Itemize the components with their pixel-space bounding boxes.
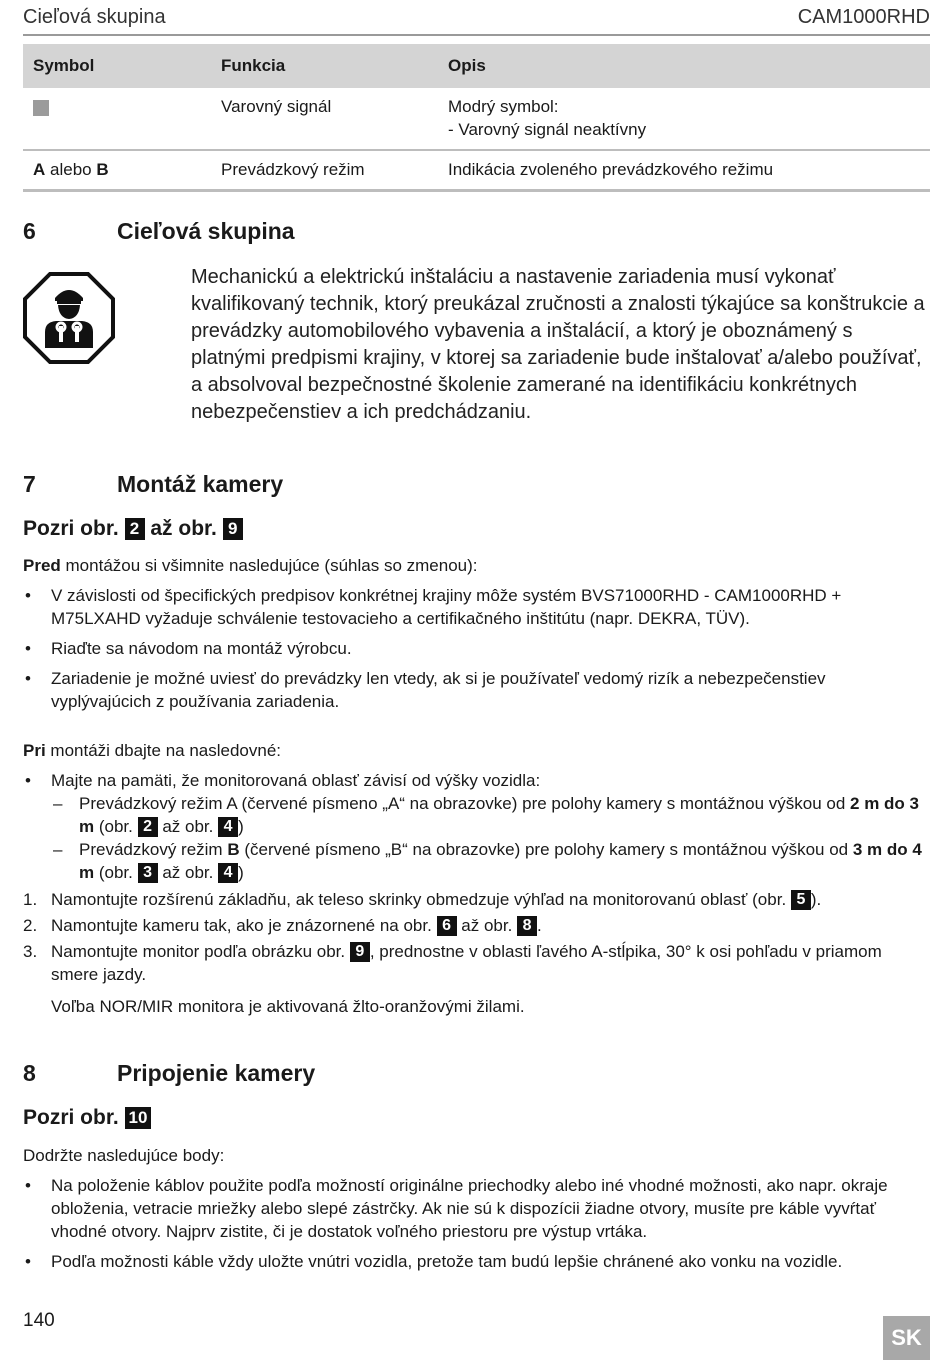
text: Prevádzkový režim A (červené písmeno „A“ na obrazovke) pre polohy kamery s montážnou výškou od: [79, 794, 851, 813]
list-item: • Zariadenie je možné uviesť do prevádzky len vtedy, ak si je používateľ vedomý rizík a nebezpečenstiev vyplývajúcich z používania zariadenia.: [23, 667, 930, 713]
header-model: CAM1000RHD: [797, 6, 930, 28]
figure-reference-heading: [23, 1106, 151, 1130]
during-mounting-intro: [23, 739, 930, 762]
text: Namontujte rozšírenú základňu, ak teleso skrinky obmedzuje výhľad na monitorovanú oblasť (obr.: [51, 890, 791, 909]
page-number: 140: [23, 1310, 55, 1331]
text: ): [238, 817, 244, 836]
connection-list: [23, 1174, 930, 1280]
figure-number-badge: 9: [223, 518, 243, 540]
mode-sublist: [51, 792, 930, 884]
figure-number-badge: 8: [517, 916, 537, 936]
gray-square-icon: [33, 100, 49, 116]
qualified-technician-icon: [23, 272, 115, 364]
bold-lead: Pri: [23, 741, 46, 760]
see-figure-text: až obr.: [150, 517, 217, 540]
running-header: [23, 4, 930, 36]
text: Namontujte kameru tak, ako je znázornené na obr.: [51, 916, 437, 935]
mode-letter: B: [227, 840, 240, 859]
symbol-cell: [23, 88, 211, 150]
figure-reference-heading: [23, 517, 243, 541]
mounting-steps: [23, 888, 930, 989]
bold-lead: Pred: [23, 556, 61, 575]
list-item-text: Majte na pamäti, že monitorovaná oblasť závisí od výšky vozidla:: [51, 771, 541, 790]
step-item: [23, 940, 930, 986]
height-range: 3 m do 4 m: [79, 840, 922, 882]
height-range: 2 m do 3 m: [79, 794, 919, 836]
text: až obr.: [157, 863, 219, 882]
step-number: 2.: [23, 916, 38, 935]
figure-number-badge: 10: [125, 1107, 152, 1129]
col-function: Funkcia: [211, 44, 438, 88]
text: Namontujte monitor podľa obrázku obr.: [51, 942, 350, 961]
function-cell: Varovný signál: [211, 88, 438, 150]
symbol-or: alebo: [45, 160, 97, 179]
figure-number-badge: 3: [138, 863, 158, 883]
text: ).: [810, 890, 822, 909]
text: (červené písmeno „B“ na obrazovke) pre polohy kamery s montážnou výškou od: [239, 840, 853, 859]
see-figure-text: Pozri obr.: [23, 517, 119, 540]
before-mounting-list: [23, 584, 930, 720]
section-6-text: Mechanickú a elektrickú inštaláciu a nastavenie zariadenia musí vykonať kvalifikovaný technik, ktorý preukázal zručnosti a znalosti týkajúce sa konštrukcie a prevádzky automobilového vybavenia a inštalácií, a ktorý je oboznámený s platnými predpismi krajiny, v ktorej sa zariadenie bude inštalovať a/alebo používať, a absolvoval bezpečnostné školenie zamerané na identifikáciu konkrétnych nebezpečenstiev a ich predchádzaniu.: [191, 266, 925, 423]
sublist-item: [51, 838, 930, 884]
function-cell: Prevádzkový režim: [211, 150, 438, 191]
text: , prednostne v oblasti ľavého A-stĺpika, 30° k osi pohľadu v priamom smere jazdy.: [51, 942, 882, 984]
figure-number-badge: 4: [218, 863, 238, 883]
table-row: [23, 88, 930, 150]
nor-mir-note: Voľba NOR/MIR monitora je aktivovaná žlto-oranžovými žilami.: [51, 997, 525, 1016]
table-row: [23, 150, 930, 191]
list-item: • Riaďte sa návodom na montáž výrobcu.: [23, 637, 930, 660]
step-number: 3.: [23, 942, 38, 961]
header-section-title: Cieľová skupina: [23, 6, 166, 28]
text: (obr.: [94, 817, 138, 836]
symbol-table: [23, 44, 930, 192]
text: (obr.: [94, 863, 138, 882]
connection-intro: Dodržte nasledujúce body:: [23, 1146, 225, 1165]
step-number: 1.: [23, 890, 38, 909]
text: ): [238, 863, 244, 882]
step-item: [23, 888, 930, 911]
description-cell: Indikácia zvoleného prevádzkového režimu: [438, 150, 930, 191]
table-header-row: [23, 44, 930, 88]
section-number: 8: [23, 1060, 36, 1086]
language-badge: SK: [883, 1316, 930, 1360]
figure-number-badge: 2: [125, 518, 145, 540]
list-item: • Podľa možnosti káble vždy uložte vnútri vozidla, pretože tam budú lepšie chránené ako vonku na vozidle.: [23, 1250, 930, 1273]
description-cell: [438, 88, 930, 150]
section-title: Pripojenie kamery: [117, 1060, 316, 1086]
step-item: [23, 914, 930, 937]
list-item: [23, 769, 930, 884]
before-mounting-intro: [23, 554, 930, 577]
sublist-item: [51, 792, 930, 838]
intro-text: montáži dbajte na nasledovné:: [45, 741, 282, 760]
description-line: - Varovný signál neaktívny: [448, 120, 647, 139]
section-title: Montáž kamery: [117, 471, 284, 497]
figure-number-badge: 5: [791, 890, 811, 910]
col-description: Opis: [438, 44, 930, 88]
figure-number-badge: 9: [350, 942, 370, 962]
text: .: [537, 916, 542, 935]
list-item: • Na položenie káblov použite podľa možností originálne priechodky alebo iné vhodné možnosti, ako napr. okraje obloženia, vetracie mriežky alebo slepé zástrčky. Ak nie sú k dispozícii žiadne otvory, musíte pre káble vyvŕtať vhodné otvory. Najprv zistite, či je dostatok voľného priestoru pre výstup vrtáka.: [23, 1174, 930, 1243]
section-number: 6: [23, 218, 36, 244]
symbol-b: B: [96, 160, 109, 179]
figure-number-badge: 6: [437, 916, 457, 936]
section-title: Cieľová skupina: [117, 218, 295, 244]
intro-text: montážou si všimnite nasledujúce (súhlas so zmenou):: [60, 556, 478, 575]
figure-number-badge: 4: [218, 817, 238, 837]
list-item: • V závislosti od špecifických predpisov konkrétnej krajiny môže systém BVS71000RHD - CAM1000RHD + M75LXAHD vyžaduje schválenie testovacieho a certifikačného inštitútu (napr. DEKRA, TÜV).: [23, 584, 930, 630]
col-symbol: Symbol: [23, 44, 211, 88]
text: Prevádzkový režim: [79, 840, 228, 859]
see-figure-text: Pozri obr.: [23, 1106, 119, 1129]
symbol-a: A: [33, 160, 46, 179]
text: až obr.: [456, 916, 518, 935]
symbol-cell: [23, 150, 211, 191]
during-mounting-list: [23, 769, 930, 891]
text: až obr.: [157, 817, 219, 836]
description-line: Modrý symbol:: [448, 97, 559, 116]
figure-number-badge: 2: [138, 817, 158, 837]
section-number: 7: [23, 471, 36, 497]
